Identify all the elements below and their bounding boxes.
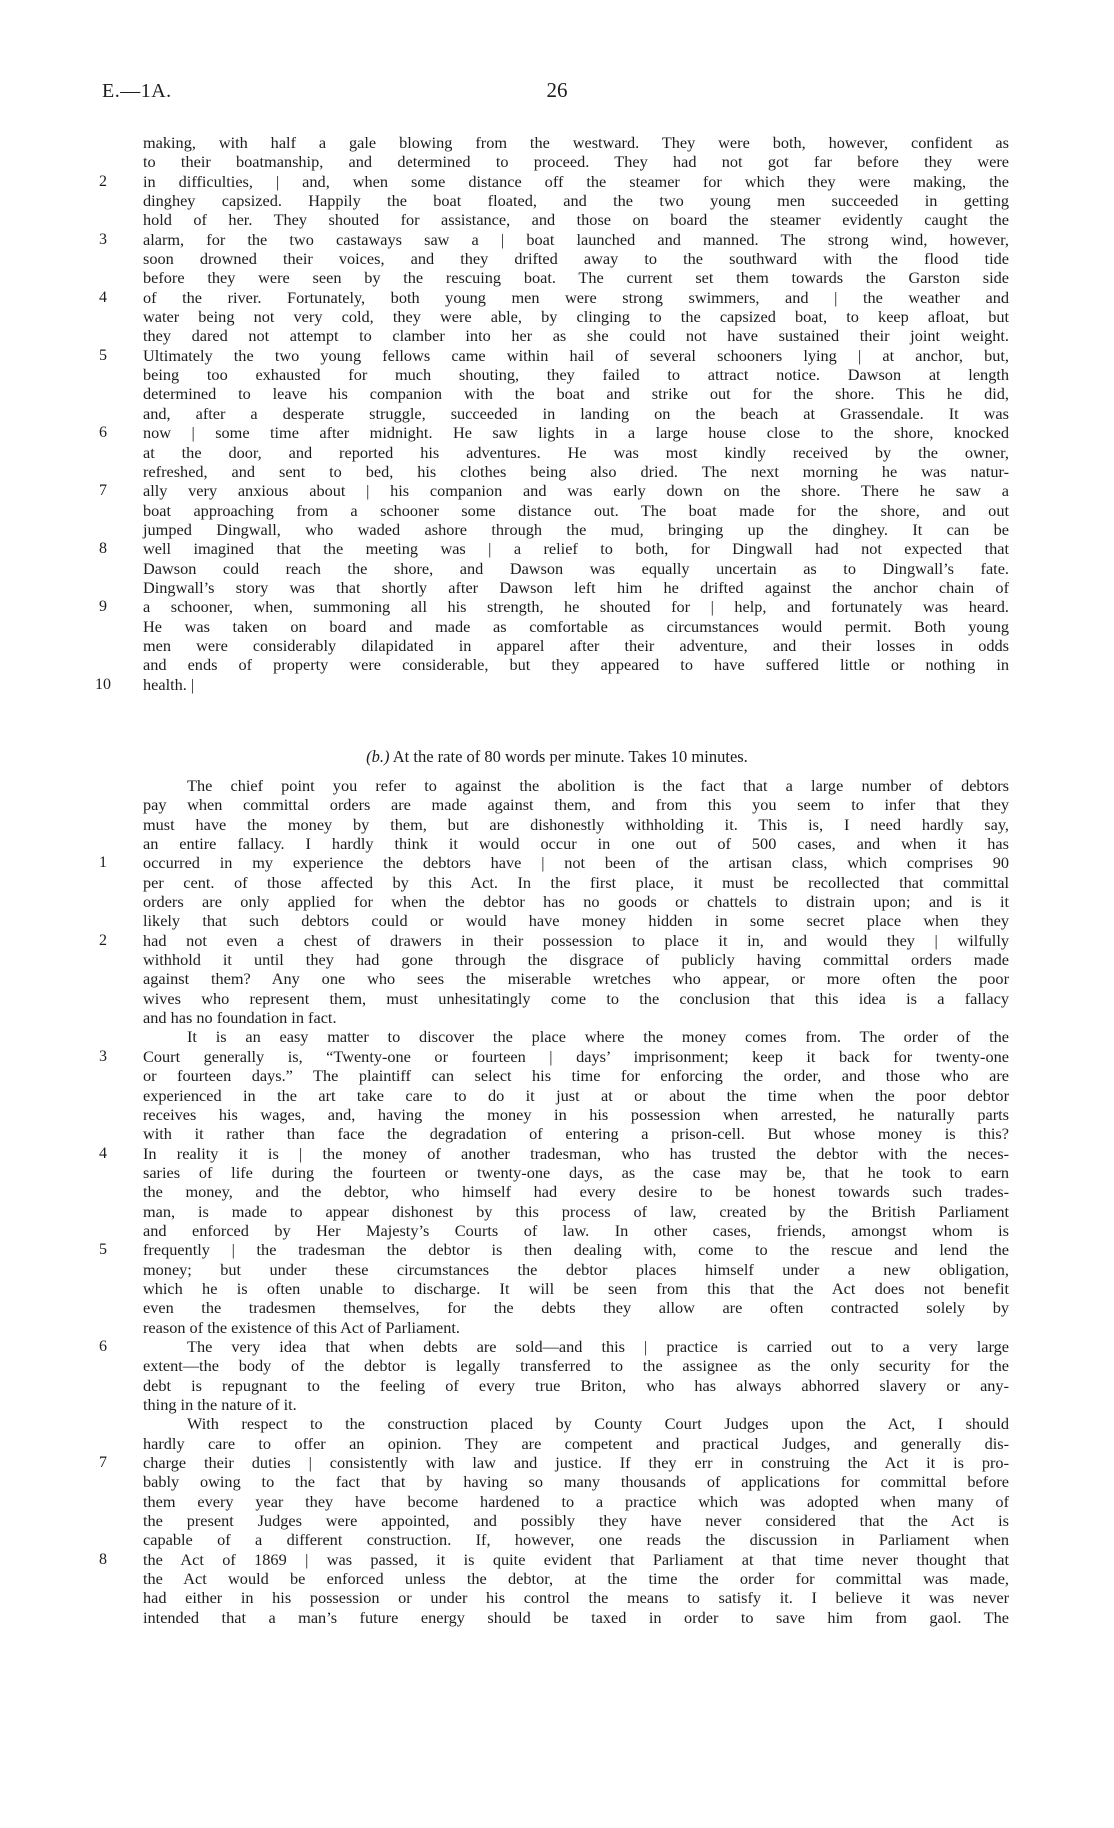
margin-minute-number: 7	[99, 482, 107, 500]
text-line	[0, 443, 1114, 462]
line-text: hold of her. They shouted for assistance, and those on board the steamer evidently caught the	[143, 210, 1009, 230]
text-line	[0, 989, 1114, 1008]
text-line	[0, 133, 1114, 152]
text-line	[0, 931, 1114, 950]
line-text: to their boatmanship, and determined to proceed. They had not got far before they were	[143, 152, 1009, 172]
text-line	[0, 1472, 1114, 1491]
text-line	[0, 307, 1114, 326]
text-line	[0, 597, 1114, 616]
text-line	[0, 268, 1114, 287]
line-text: ally very anxious about | his companion and was early down on the shore. There he saw a	[143, 481, 1009, 501]
line-text: debt is repugnant to the feeling of every true Briton, who has always abhorred slavery or any-	[143, 1375, 1009, 1395]
line-text: an entire fallacy. I hardly think it would occur in one out of 500 cases, and when it has	[143, 834, 1009, 854]
line-text: Dawson could reach the shore, and Dawson was equally uncertain as to Dingwall’s fate.	[143, 558, 1009, 578]
text-line	[0, 1395, 1114, 1414]
text-line	[0, 1144, 1114, 1163]
line-text: money; but under these circumstances the debtor places himself under a new obligation,	[143, 1259, 1009, 1279]
text-line	[0, 873, 1114, 892]
margin-minute-number: 7	[99, 1454, 107, 1472]
text-line	[0, 795, 1114, 814]
line-text: saries of life during the fourteen or twenty-one days, as the case may be, that he took to earn	[143, 1162, 1009, 1182]
line-text: health. |	[143, 674, 195, 694]
text-line	[0, 1047, 1114, 1066]
line-text: had not even a chest of drawers in their possession to place it in, and would they | wilfully	[143, 930, 1009, 950]
line-text: in difficulties, | and, when some distance off the steamer for which they were making, the	[143, 171, 1009, 191]
text-line	[0, 1086, 1114, 1105]
text-line	[0, 1434, 1114, 1453]
text-line	[0, 675, 1114, 694]
line-text: and ends of property were considerable, but they appeared to have suffered little or nothing in	[143, 655, 1009, 675]
text-line	[0, 950, 1114, 969]
line-text: well imagined that the meeting was | a relief to both, for Dingwall had not expected that	[143, 539, 1009, 559]
text-line	[0, 1453, 1114, 1472]
line-text: the Act would be enforced unless the debtor, at the time the order for committal was made,	[143, 1569, 1009, 1589]
line-text: and, after a desperate struggle, succeeded in landing on the beach at Grassendale. It was	[143, 403, 1009, 423]
text-line	[0, 1608, 1114, 1627]
text-line	[0, 969, 1114, 988]
margin-minute-number: 8	[99, 1550, 107, 1568]
text-line	[0, 1511, 1114, 1530]
text-line	[0, 636, 1114, 655]
margin-minute-number: 5	[99, 346, 107, 364]
line-text: The chief point you refer to against the abolition is the fact that a large number of debtors	[187, 776, 1009, 795]
line-text: bably owing to the fact that by having so many thousands of applications for committal before	[143, 1472, 1009, 1492]
margin-minute-number: 3	[99, 230, 107, 248]
text-line	[0, 834, 1114, 853]
text-line	[0, 230, 1114, 249]
text-line	[0, 404, 1114, 423]
text-line	[0, 326, 1114, 345]
line-text: being too exhausted for much shouting, they failed to attract notice. Dawson at length	[143, 365, 1009, 385]
line-text: before they were seen by the rescuing boat. The current set them towards the Garston side	[143, 268, 1009, 288]
line-text: man, is made to appear dishonest by this process of law, created by the British Parliament	[143, 1201, 1009, 1221]
text-line	[0, 1376, 1114, 1395]
passage-b-label: (b.)	[366, 747, 390, 766]
text-line	[0, 1356, 1114, 1375]
margin-minute-number: 1	[99, 854, 107, 872]
line-text: or fourteen days.” The plaintiff can select his time for enforcing the order, and those who are	[143, 1066, 1009, 1086]
line-text: and has no foundation in fact.	[143, 1008, 337, 1028]
line-text: experienced in the art take care to do it just at or about the time when the poor debtor	[143, 1085, 1009, 1105]
page-number: 26	[546, 78, 568, 102]
line-text: men were considerably dilapidated in apparel after their adventure, and their losses in odds	[143, 635, 1009, 655]
margin-minute-number: 3	[99, 1047, 107, 1065]
document-series-code: E.—1A.	[102, 80, 172, 102]
line-text: receives his wages, and, having the money in his possession when arrested, he naturally parts	[143, 1104, 1009, 1124]
margin-minute-number: 10	[95, 675, 111, 693]
passage-a	[0, 133, 1114, 694]
text-line	[0, 1182, 1114, 1201]
line-text: making, with half a gale blowing from the westward. They were both, however, confident as	[143, 133, 1009, 152]
text-line	[0, 655, 1114, 674]
text-line	[0, 1260, 1114, 1279]
text-line	[0, 1105, 1114, 1124]
line-text: Court generally is, “Twenty-one or fourteen | days’ imprisonment; keep it back for twenty-one	[143, 1046, 1009, 1066]
text-line	[0, 578, 1114, 597]
text-line	[0, 559, 1114, 578]
text-line	[0, 617, 1114, 636]
line-text: now | some time after midnight. He saw lights in a large house close to the shore, knocked	[143, 423, 1009, 443]
text-line	[0, 776, 1114, 795]
text-line	[0, 365, 1114, 384]
line-text: capable of a different construction. If, however, one reads the discussion in Parliament when	[143, 1530, 1009, 1550]
line-text: the Act of 1869 | was passed, it is quite evident that Parliament at that time never thought that	[143, 1549, 1009, 1569]
line-text: thing in the nature of it.	[143, 1395, 297, 1414]
text-line	[0, 1124, 1114, 1143]
text-line	[0, 1588, 1114, 1607]
line-text: alarm, for the two castaways saw a | boat launched and manned. The strong wind, however,	[143, 229, 1009, 249]
text-line	[0, 1550, 1114, 1569]
line-text: of the river. Fortunately, both young men were strong swimmers, and | the weather and	[143, 287, 1009, 307]
text-line	[0, 1240, 1114, 1259]
margin-minute-number: 6	[99, 424, 107, 442]
text-line	[0, 1202, 1114, 1221]
margin-minute-number: 2	[99, 931, 107, 949]
text-line	[0, 191, 1114, 210]
line-text: He was taken on board and made as comfortable as circumstances would permit. Both young	[143, 616, 1009, 636]
line-text: hardly care to offer an opinion. They are competent and practical Judges, and generally dis-	[143, 1433, 1009, 1453]
line-text: had either in his possession or under his control the means to satisfy it. I believe it was never	[143, 1588, 1009, 1608]
margin-minute-number: 4	[99, 288, 107, 306]
text-line	[0, 1318, 1114, 1337]
text-line	[0, 911, 1114, 930]
line-text: charge their duties | consistently with law and justice. If they err in construing the Act it is pro-	[143, 1453, 1009, 1473]
passage-b-heading	[0, 747, 1114, 767]
text-line	[0, 1066, 1114, 1085]
text-line	[0, 892, 1114, 911]
line-text: pay when committal orders are made against them, and from this you seem to infer that they	[143, 795, 1009, 815]
line-text: they dared not attempt to clamber into her as she could not have sustained their joint weight.	[143, 326, 1009, 346]
line-text: refreshed, and sent to bed, his clothes being also dried. The next morning he was natur-	[143, 461, 1009, 481]
line-text: Dingwall’s story was that shortly after Dawson left him he drifted against the anchor chain of	[143, 577, 1009, 597]
text-line	[0, 423, 1114, 442]
text-line	[0, 1530, 1114, 1549]
line-text: the money, and the debtor, who himself had every desire to be honest towards such trades-	[143, 1182, 1009, 1202]
text-line	[0, 1414, 1114, 1433]
line-text: withhold it until they had gone through the disgrace of publicly having committal orders made	[143, 950, 1009, 970]
line-text: at the door, and reported his adventures. He was most kindly received by the owner,	[143, 442, 1009, 462]
line-text: intended that a man’s future energy should be taxed in order to save him from gaol. The	[143, 1607, 1009, 1627]
line-text: The very idea that when debts are sold—and this | practice is carried out to a very large	[187, 1336, 1009, 1356]
line-text: which he is often unable to discharge. It will be seen from this that the Act does not benefit	[143, 1278, 1009, 1298]
text-line	[0, 481, 1114, 500]
margin-minute-number: 6	[99, 1337, 107, 1355]
line-text: Ultimately the two young fellows came within hail of several schooners lying | at anchor, but,	[143, 345, 1009, 365]
line-text: likely that such debtors could or would have money hidden in some secret place when they	[143, 911, 1009, 931]
text-line	[0, 815, 1114, 834]
line-text: It is an easy matter to discover the place where the money comes from. The order of the	[187, 1027, 1009, 1047]
line-text: dinghey capsized. Happily the boat floated, and the two young men succeeded in getting	[143, 191, 1009, 211]
text-line	[0, 152, 1114, 171]
margin-minute-number: 2	[99, 172, 107, 190]
line-text: extent—the body of the debtor is legally transferred to the assignee as the only security for the	[143, 1356, 1009, 1376]
line-text: In reality it is | the money of another tradesman, who has trusted the debtor with the neces-	[143, 1143, 1009, 1163]
text-line	[0, 462, 1114, 481]
text-line	[0, 1298, 1114, 1317]
margin-minute-number: 8	[99, 540, 107, 558]
text-line	[0, 210, 1114, 229]
line-text: against them? Any one who sees the miserable wretches who appear, or more often the poor	[143, 969, 1009, 989]
line-text: frequently | the tradesman the debtor is then dealing with, come to the rescue and lend the	[143, 1240, 1009, 1260]
line-text: jumped Dingwall, who waded ashore through the mud, bringing up the dinghey. It can be	[143, 519, 1009, 539]
text-line	[0, 172, 1114, 191]
margin-minute-number: 4	[99, 1144, 107, 1162]
line-text: reason of the existence of this Act of Parliament.	[143, 1317, 460, 1337]
line-text: boat approaching from a schooner some distance out. The boat made for the shore, and out	[143, 500, 1009, 520]
text-line	[0, 384, 1114, 403]
line-text: must have the money by them, but are dishonestly withholding it. This is, I need hardly say,	[143, 814, 1009, 834]
line-text: water being not very cold, they were able, by clinging to the capsized boat, to keep afloat, but	[143, 307, 1009, 327]
line-text: per cent. of those affected by this Act. In the first place, it must be recollected that committal	[143, 872, 1009, 892]
text-line	[0, 1337, 1114, 1356]
text-line	[0, 1027, 1114, 1046]
line-text: soon drowned their voices, and they drifted away to the southward with the flood tide	[143, 249, 1009, 269]
margin-minute-number: 9	[99, 598, 107, 616]
line-text: and enforced by Her Majesty’s Courts of law. In other cases, friends, amongst whom is	[143, 1220, 1009, 1240]
line-text: determined to leave his companion with the boat and strike out for the shore. This he did,	[143, 384, 1009, 404]
text-line	[0, 1163, 1114, 1182]
text-line	[0, 853, 1114, 872]
text-line	[0, 1492, 1114, 1511]
line-text: them every year they have become hardened to a practice which was adopted when many of	[143, 1491, 1009, 1511]
line-text: with it rather than face the degradation of entering a prison-cell. But whose money is this?	[143, 1124, 1009, 1144]
text-line	[0, 501, 1114, 520]
text-line	[0, 288, 1114, 307]
text-line	[0, 520, 1114, 539]
text-line	[0, 539, 1114, 558]
line-text: With respect to the construction placed by County Court Judges upon the Act, I should	[187, 1414, 1009, 1434]
margin-minute-number: 5	[99, 1241, 107, 1259]
line-text: occurred in my experience the debtors have | not been of the artisan class, which comprises 90	[143, 853, 1009, 873]
text-line	[0, 249, 1114, 268]
line-text: orders are only applied for when the debtor has no goods or chattels to distrain upon; and is it	[143, 892, 1009, 912]
line-text: even the tradesmen themselves, for the debts they allow are often contracted solely by	[143, 1298, 1009, 1318]
text-line	[0, 1221, 1114, 1240]
line-text: the present Judges were appointed, and possibly they have never considered that the Act is	[143, 1511, 1009, 1531]
line-text: wives who represent them, must unhesitatingly come to the conclusion that this idea is a fallacy	[143, 988, 1009, 1008]
text-line	[0, 346, 1114, 365]
passage-b-rate: At the rate of 80 words per minute. Takes 10 minutes.	[389, 747, 748, 766]
text-line	[0, 1008, 1114, 1027]
text-line	[0, 1569, 1114, 1588]
passage-b	[0, 776, 1114, 1627]
text-line	[0, 1279, 1114, 1298]
line-text: a schooner, when, summoning all his strength, he shouted for | help, and fortunately was heard.	[143, 597, 1009, 617]
